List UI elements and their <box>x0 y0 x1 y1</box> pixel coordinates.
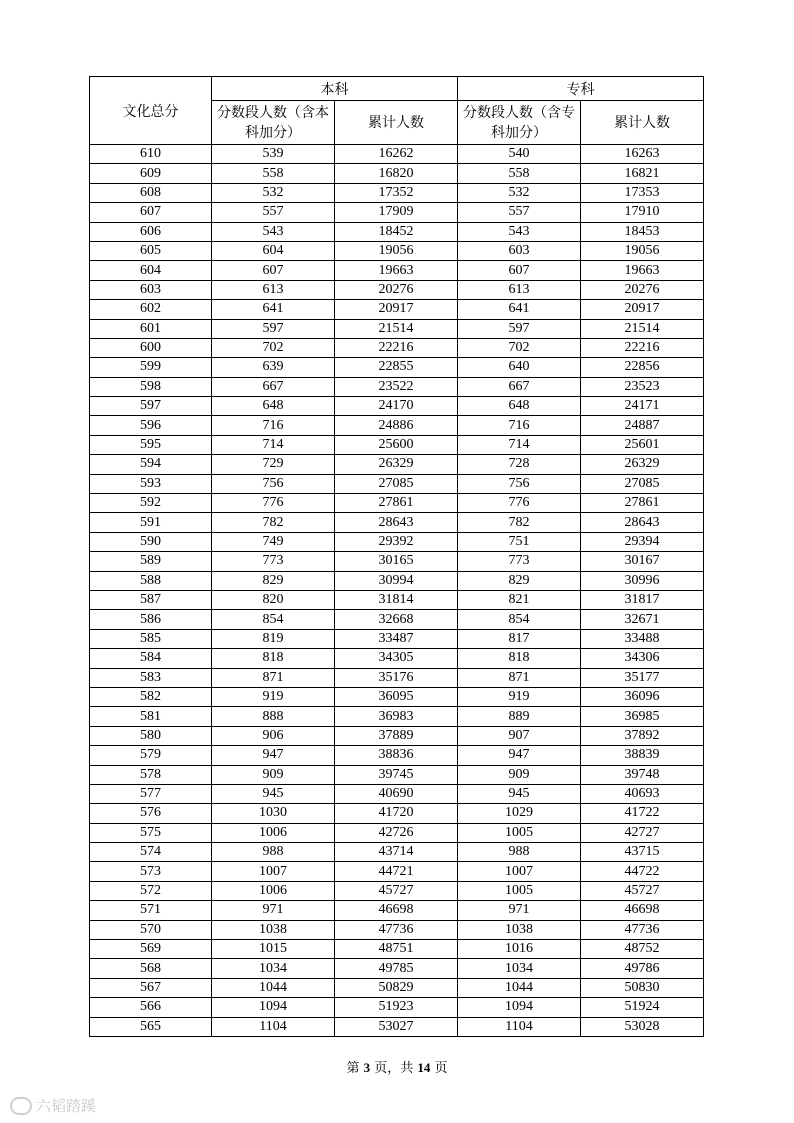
junior-cumulative-cell: 18453 <box>581 222 704 241</box>
junior-cumulative-cell: 27085 <box>581 474 704 493</box>
table-row <box>90 881 704 900</box>
junior-segment-cell: 919 <box>458 687 581 706</box>
junior-cumulative-cell: 26329 <box>581 455 704 474</box>
table-row <box>90 668 704 687</box>
undergrad-segment-cell: 819 <box>212 629 335 648</box>
table-row <box>90 261 704 280</box>
score-cell: 600 <box>90 338 212 357</box>
undergrad-segment-cell: 1030 <box>212 804 335 823</box>
table-row <box>90 397 704 416</box>
undergrad-segment-cell: 945 <box>212 784 335 803</box>
undergrad-segment-cell: 558 <box>212 164 335 183</box>
junior-segment-cell: 1029 <box>458 804 581 823</box>
table-row <box>90 203 704 222</box>
undergrad-cumulative-cell: 31814 <box>335 590 458 609</box>
junior-segment-cell: 756 <box>458 474 581 493</box>
undergrad-cumulative-cell: 19663 <box>335 261 458 280</box>
undergrad-segment-cell: 756 <box>212 474 335 493</box>
undergrad-segment-cell: 906 <box>212 726 335 745</box>
junior-segment-cell: 945 <box>458 784 581 803</box>
score-cell: 573 <box>90 862 212 881</box>
table-row <box>90 1017 704 1036</box>
undergrad-segment-cell: 1007 <box>212 862 335 881</box>
junior-segment-cell: 1005 <box>458 881 581 900</box>
undergrad-cumulative-cell: 40690 <box>335 784 458 803</box>
score-cell: 604 <box>90 261 212 280</box>
junior-segment-cell: 1104 <box>458 1017 581 1036</box>
junior-segment-cell: 557 <box>458 203 581 222</box>
junior-cumulative-cell: 51924 <box>581 998 704 1017</box>
undergrad-segment-cell: 919 <box>212 687 335 706</box>
table-row <box>90 784 704 803</box>
table-row <box>90 920 704 939</box>
score-cell: 586 <box>90 610 212 629</box>
junior-cumulative-cell: 48752 <box>581 940 704 959</box>
junior-segment-cell: 543 <box>458 222 581 241</box>
junior-cumulative-cell: 17910 <box>581 203 704 222</box>
junior-cumulative-cell: 23523 <box>581 377 704 396</box>
junior-segment-cell: 1007 <box>458 862 581 881</box>
score-cell: 589 <box>90 552 212 571</box>
junior-cumulative-cell: 20917 <box>581 300 704 319</box>
junior-segment-cell: 829 <box>458 571 581 590</box>
junior-segment-cell: 597 <box>458 319 581 338</box>
junior-cumulative-cell: 21514 <box>581 319 704 338</box>
undergrad-cumulative-cell: 30994 <box>335 571 458 590</box>
junior-segment-cell: 871 <box>458 668 581 687</box>
undergrad-segment-cell: 607 <box>212 261 335 280</box>
table-row <box>90 241 704 260</box>
score-cell: 583 <box>90 668 212 687</box>
score-cell: 603 <box>90 280 212 299</box>
table-row <box>90 610 704 629</box>
undergrad-cumulative-cell: 36983 <box>335 707 458 726</box>
undergrad-segment-cell: 714 <box>212 435 335 454</box>
junior-cumulative-cell: 24171 <box>581 397 704 416</box>
junior-cumulative-cell: 33488 <box>581 629 704 648</box>
score-cell: 570 <box>90 920 212 939</box>
undergrad-cumulative-cell: 34305 <box>335 649 458 668</box>
table-row <box>90 765 704 784</box>
junior-segment-cell: 641 <box>458 300 581 319</box>
undergrad-cumulative-cell: 22855 <box>335 358 458 377</box>
undergrad-cumulative-cell: 26329 <box>335 455 458 474</box>
junior-cumulative-cell: 40693 <box>581 784 704 803</box>
score-cell: 577 <box>90 784 212 803</box>
junior-cumulative-cell: 20276 <box>581 280 704 299</box>
undergrad-cumulative-cell: 33487 <box>335 629 458 648</box>
junior-segment-cell: 782 <box>458 513 581 532</box>
junior-cumulative-cell: 35177 <box>581 668 704 687</box>
score-cell: 565 <box>90 1017 212 1036</box>
undergrad-cumulative-cell: 28643 <box>335 513 458 532</box>
junior-segment-cell: 889 <box>458 707 581 726</box>
junior-cumulative-cell: 27861 <box>581 494 704 513</box>
undergrad-cumulative-cell: 30165 <box>335 552 458 571</box>
table-row <box>90 474 704 493</box>
undergrad-cumulative-cell: 39745 <box>335 765 458 784</box>
junior-segment-cell: 667 <box>458 377 581 396</box>
watermark-logo-icon <box>10 1097 32 1115</box>
undergrad-segment-cell: 971 <box>212 901 335 920</box>
undergrad-cumulative-cell: 32668 <box>335 610 458 629</box>
undergrad-segment-cell: 604 <box>212 241 335 260</box>
score-cell: 582 <box>90 687 212 706</box>
undergrad-cumulative-cell: 29392 <box>335 532 458 551</box>
junior-segment-cell: 716 <box>458 416 581 435</box>
table-row <box>90 319 704 338</box>
table-row <box>90 416 704 435</box>
table-row <box>90 998 704 1017</box>
junior-cumulative-cell: 43715 <box>581 843 704 862</box>
undergrad-segment-cell: 988 <box>212 843 335 862</box>
score-cell: 608 <box>90 183 212 202</box>
junior-cumulative-cell: 41722 <box>581 804 704 823</box>
junior-segment-cell: 607 <box>458 261 581 280</box>
undergrad-cumulative-cell: 21514 <box>335 319 458 338</box>
score-cell: 566 <box>90 998 212 1017</box>
undergrad-segment-cell: 871 <box>212 668 335 687</box>
undergrad-cumulative-cell: 53027 <box>335 1017 458 1036</box>
undergrad-segment-cell: 909 <box>212 765 335 784</box>
table-row <box>90 280 704 299</box>
score-cell: 588 <box>90 571 212 590</box>
junior-cumulative-header: 累计人数 <box>581 101 704 145</box>
junior-segment-header: 分数段人数（含专科加分） <box>458 101 581 145</box>
undergrad-cumulative-cell: 22216 <box>335 338 458 357</box>
junior-segment-cell: 1034 <box>458 959 581 978</box>
undergrad-cumulative-cell: 38836 <box>335 746 458 765</box>
undergrad-cumulative-cell: 27085 <box>335 474 458 493</box>
junior-cumulative-cell: 34306 <box>581 649 704 668</box>
table-row <box>90 901 704 920</box>
undergrad-segment-cell: 854 <box>212 610 335 629</box>
score-cell: 607 <box>90 203 212 222</box>
footer-prefix: 第 <box>346 1061 360 1076</box>
junior-cumulative-cell: 30996 <box>581 571 704 590</box>
undergrad-cumulative-cell: 44721 <box>335 862 458 881</box>
junior-cumulative-cell: 45727 <box>581 881 704 900</box>
junior-cumulative-cell: 29394 <box>581 532 704 551</box>
undergrad-segment-cell: 820 <box>212 590 335 609</box>
junior-cumulative-cell: 37892 <box>581 726 704 745</box>
watermark-text: 六韬踏蹊 <box>36 1097 97 1115</box>
score-cell: 576 <box>90 804 212 823</box>
table-row <box>90 726 704 745</box>
score-cell: 574 <box>90 843 212 862</box>
junior-segment-cell: 1038 <box>458 920 581 939</box>
score-cell: 580 <box>90 726 212 745</box>
undergrad-segment-cell: 888 <box>212 707 335 726</box>
undergrad-segment-cell: 639 <box>212 358 335 377</box>
table-row <box>90 532 704 551</box>
undergrad-cumulative-cell: 37889 <box>335 726 458 745</box>
table-row <box>90 862 704 881</box>
table-row <box>90 940 704 959</box>
undergrad-cumulative-cell: 35176 <box>335 668 458 687</box>
undergrad-segment-cell: 829 <box>212 571 335 590</box>
undergrad-cumulative-cell: 47736 <box>335 920 458 939</box>
junior-group-header: 专科 <box>458 77 704 101</box>
undergrad-segment-cell: 729 <box>212 455 335 474</box>
score-cell: 601 <box>90 319 212 338</box>
junior-segment-cell: 603 <box>458 241 581 260</box>
footer-middle: 页，共 <box>374 1061 414 1076</box>
score-cell: 571 <box>90 901 212 920</box>
undergrad-cumulative-cell: 43714 <box>335 843 458 862</box>
table-row <box>90 300 704 319</box>
score-cell: 578 <box>90 765 212 784</box>
junior-segment-cell: 1016 <box>458 940 581 959</box>
undergrad-cumulative-cell: 18452 <box>335 222 458 241</box>
undergrad-cumulative-cell: 27861 <box>335 494 458 513</box>
junior-segment-cell: 751 <box>458 532 581 551</box>
junior-segment-cell: 1044 <box>458 978 581 997</box>
score-cell: 579 <box>90 746 212 765</box>
undergrad-cumulative-cell: 46698 <box>335 901 458 920</box>
table-body <box>90 145 704 1037</box>
undergrad-segment-cell: 818 <box>212 649 335 668</box>
score-cell: 590 <box>90 532 212 551</box>
undergrad-segment-cell: 1006 <box>212 881 335 900</box>
junior-segment-cell: 1005 <box>458 823 581 842</box>
junior-cumulative-cell: 39748 <box>581 765 704 784</box>
undergrad-segment-cell: 543 <box>212 222 335 241</box>
undergrad-cumulative-cell: 36095 <box>335 687 458 706</box>
score-cell: 594 <box>90 455 212 474</box>
undergrad-cumulative-cell: 24170 <box>335 397 458 416</box>
junior-cumulative-cell: 24887 <box>581 416 704 435</box>
table-row <box>90 494 704 513</box>
junior-segment-cell: 613 <box>458 280 581 299</box>
table-row <box>90 164 704 183</box>
undergrad-segment-cell: 782 <box>212 513 335 532</box>
junior-segment-cell: 540 <box>458 145 581 164</box>
table-row <box>90 183 704 202</box>
junior-cumulative-cell: 19056 <box>581 241 704 260</box>
junior-cumulative-cell: 36985 <box>581 707 704 726</box>
undergrad-cumulative-cell: 23522 <box>335 377 458 396</box>
table-row <box>90 707 704 726</box>
undergrad-segment-cell: 1104 <box>212 1017 335 1036</box>
undergrad-segment-cell: 702 <box>212 338 335 357</box>
undergrad-segment-cell: 1034 <box>212 959 335 978</box>
score-cell: 575 <box>90 823 212 842</box>
score-cell: 598 <box>90 377 212 396</box>
footer-suffix: 页 <box>434 1061 448 1076</box>
junior-cumulative-cell: 17353 <box>581 183 704 202</box>
score-cell: 572 <box>90 881 212 900</box>
junior-cumulative-cell: 53028 <box>581 1017 704 1036</box>
current-page-number: 3 <box>363 1060 371 1075</box>
undergrad-cumulative-cell: 42726 <box>335 823 458 842</box>
junior-segment-cell: 907 <box>458 726 581 745</box>
table-row <box>90 435 704 454</box>
undergrad-cumulative-cell: 20276 <box>335 280 458 299</box>
junior-cumulative-cell: 42727 <box>581 823 704 842</box>
junior-cumulative-cell: 50830 <box>581 978 704 997</box>
undergrad-cumulative-cell: 16262 <box>335 145 458 164</box>
undergrad-segment-cell: 1006 <box>212 823 335 842</box>
score-column-header: 文化总分 <box>90 77 212 145</box>
undergrad-cumulative-cell: 49785 <box>335 959 458 978</box>
undergrad-segment-cell: 773 <box>212 552 335 571</box>
table-row <box>90 145 704 164</box>
undergrad-cumulative-cell: 19056 <box>335 241 458 260</box>
score-cell: 567 <box>90 978 212 997</box>
undergrad-cumulative-cell: 16820 <box>335 164 458 183</box>
junior-segment-cell: 776 <box>458 494 581 513</box>
junior-segment-cell: 532 <box>458 183 581 202</box>
undergrad-cumulative-header: 累计人数 <box>335 101 458 145</box>
junior-segment-cell: 909 <box>458 765 581 784</box>
undergrad-segment-cell: 716 <box>212 416 335 435</box>
score-distribution-table <box>89 76 704 1037</box>
junior-segment-cell: 818 <box>458 649 581 668</box>
junior-segment-cell: 714 <box>458 435 581 454</box>
undergrad-segment-cell: 648 <box>212 397 335 416</box>
junior-cumulative-cell: 22216 <box>581 338 704 357</box>
undergrad-segment-cell: 557 <box>212 203 335 222</box>
junior-segment-cell: 773 <box>458 552 581 571</box>
junior-cumulative-cell: 22856 <box>581 358 704 377</box>
junior-segment-cell: 648 <box>458 397 581 416</box>
undergrad-segment-cell: 597 <box>212 319 335 338</box>
junior-cumulative-cell: 49786 <box>581 959 704 978</box>
junior-cumulative-cell: 47736 <box>581 920 704 939</box>
undergrad-cumulative-cell: 48751 <box>335 940 458 959</box>
table-row <box>90 571 704 590</box>
table-row <box>90 590 704 609</box>
junior-segment-cell: 821 <box>458 590 581 609</box>
undergrad-segment-cell: 1015 <box>212 940 335 959</box>
junior-cumulative-cell: 30167 <box>581 552 704 571</box>
undergrad-segment-cell: 1044 <box>212 978 335 997</box>
undergrad-cumulative-cell: 24886 <box>335 416 458 435</box>
junior-cumulative-cell: 28643 <box>581 513 704 532</box>
watermark <box>10 1095 96 1116</box>
undergrad-segment-cell: 532 <box>212 183 335 202</box>
junior-segment-cell: 728 <box>458 455 581 474</box>
undergrad-segment-cell: 613 <box>212 280 335 299</box>
table-row <box>90 358 704 377</box>
score-cell: 581 <box>90 707 212 726</box>
table-row <box>90 959 704 978</box>
score-cell: 605 <box>90 241 212 260</box>
undergrad-cumulative-cell: 51923 <box>335 998 458 1017</box>
score-cell: 595 <box>90 435 212 454</box>
junior-segment-cell: 817 <box>458 629 581 648</box>
junior-segment-cell: 558 <box>458 164 581 183</box>
score-cell: 587 <box>90 590 212 609</box>
score-cell: 597 <box>90 397 212 416</box>
junior-cumulative-cell: 46698 <box>581 901 704 920</box>
table-row <box>90 222 704 241</box>
junior-cumulative-cell: 16821 <box>581 164 704 183</box>
undergrad-group-header: 本科 <box>212 77 458 101</box>
undergrad-segment-cell: 776 <box>212 494 335 513</box>
undergrad-cumulative-cell: 17352 <box>335 183 458 202</box>
undergrad-cumulative-cell: 45727 <box>335 881 458 900</box>
page-footer <box>0 1057 794 1076</box>
score-cell: 568 <box>90 959 212 978</box>
score-cell: 599 <box>90 358 212 377</box>
undergrad-cumulative-cell: 20917 <box>335 300 458 319</box>
undergrad-cumulative-cell: 25600 <box>335 435 458 454</box>
score-cell: 610 <box>90 145 212 164</box>
undergrad-cumulative-cell: 17909 <box>335 203 458 222</box>
score-cell: 569 <box>90 940 212 959</box>
score-cell: 592 <box>90 494 212 513</box>
table-row <box>90 552 704 571</box>
undergrad-segment-cell: 947 <box>212 746 335 765</box>
score-cell: 584 <box>90 649 212 668</box>
table-row <box>90 338 704 357</box>
junior-segment-cell: 854 <box>458 610 581 629</box>
junior-segment-cell: 702 <box>458 338 581 357</box>
total-pages-number: 14 <box>417 1060 431 1075</box>
junior-cumulative-cell: 16263 <box>581 145 704 164</box>
table-row <box>90 377 704 396</box>
undergrad-segment-cell: 1038 <box>212 920 335 939</box>
score-cell: 602 <box>90 300 212 319</box>
undergrad-segment-cell: 1094 <box>212 998 335 1017</box>
undergrad-cumulative-cell: 41720 <box>335 804 458 823</box>
table-row <box>90 629 704 648</box>
score-cell: 593 <box>90 474 212 493</box>
score-cell: 609 <box>90 164 212 183</box>
junior-cumulative-cell: 44722 <box>581 862 704 881</box>
table-row <box>90 687 704 706</box>
undergrad-segment-cell: 749 <box>212 532 335 551</box>
score-cell: 606 <box>90 222 212 241</box>
undergrad-segment-cell: 539 <box>212 145 335 164</box>
undergrad-segment-header: 分数段人数（含本科加分） <box>212 101 335 145</box>
score-cell: 591 <box>90 513 212 532</box>
table-row <box>90 804 704 823</box>
junior-cumulative-cell: 25601 <box>581 435 704 454</box>
score-cell: 585 <box>90 629 212 648</box>
junior-segment-cell: 1094 <box>458 998 581 1017</box>
table-row <box>90 455 704 474</box>
junior-segment-cell: 971 <box>458 901 581 920</box>
junior-cumulative-cell: 32671 <box>581 610 704 629</box>
junior-segment-cell: 988 <box>458 843 581 862</box>
junior-cumulative-cell: 36096 <box>581 687 704 706</box>
table-row <box>90 823 704 842</box>
undergrad-segment-cell: 667 <box>212 377 335 396</box>
junior-cumulative-cell: 19663 <box>581 261 704 280</box>
table-row <box>90 746 704 765</box>
junior-cumulative-cell: 38839 <box>581 746 704 765</box>
table-row <box>90 513 704 532</box>
junior-cumulative-cell: 31817 <box>581 590 704 609</box>
table-row <box>90 978 704 997</box>
table-row <box>90 843 704 862</box>
score-cell: 596 <box>90 416 212 435</box>
undergrad-segment-cell: 641 <box>212 300 335 319</box>
undergrad-cumulative-cell: 50829 <box>335 978 458 997</box>
junior-segment-cell: 947 <box>458 746 581 765</box>
table-row <box>90 649 704 668</box>
junior-segment-cell: 640 <box>458 358 581 377</box>
